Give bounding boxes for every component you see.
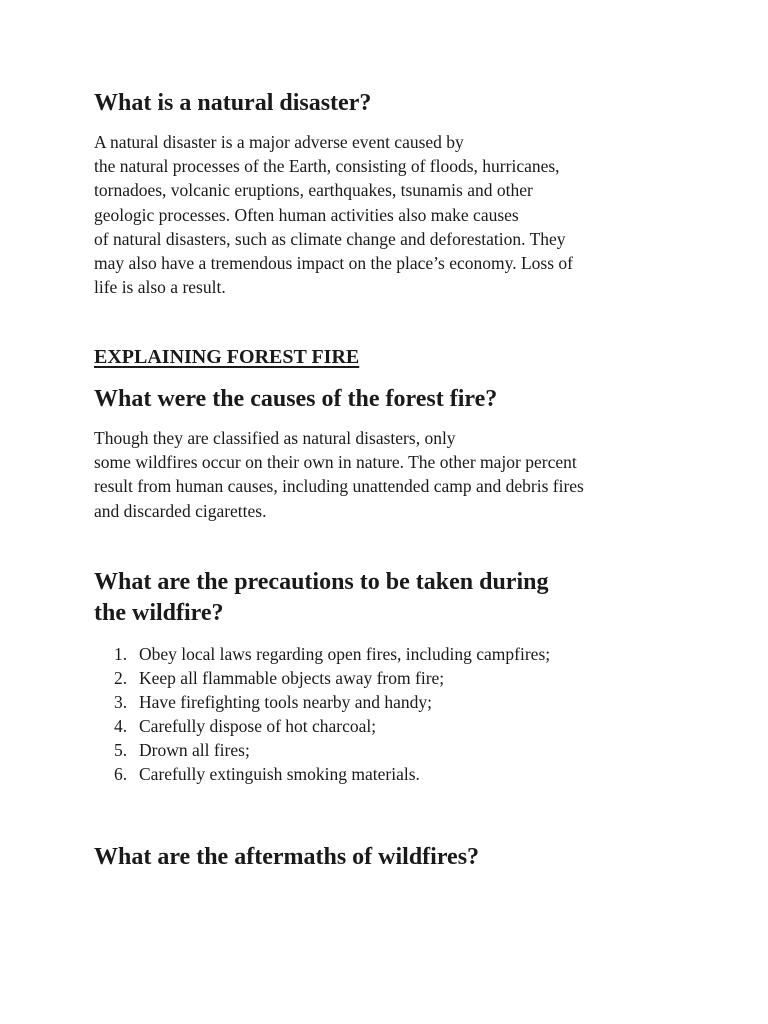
list-number: 3. xyxy=(114,692,128,712)
text-line: tornadoes, volcanic eruptions, earthquakes, tsunamis and other xyxy=(94,180,533,201)
text-line: may also have a tremendous impact on the place’s economy. Loss of xyxy=(94,253,574,274)
heading-causes-forest-fire: What were the causes of the forest fire? xyxy=(94,386,498,412)
list-number: 4. xyxy=(114,716,128,736)
list-number: 1. xyxy=(114,644,128,664)
list-number: 5. xyxy=(114,740,128,760)
text-line: result from human causes, including unattended camp and debris fires xyxy=(94,476,584,497)
list-item xyxy=(94,714,550,738)
heading-precautions xyxy=(94,567,694,629)
list-number: 6. xyxy=(114,764,128,784)
list-text: Carefully dispose of hot charcoal; xyxy=(139,716,377,736)
heading-line: the wildfire? xyxy=(94,600,224,626)
list-text: Have firefighting tools nearby and handy; xyxy=(139,692,433,712)
text-line: some wildfires occur on their own in nature. The other major percent xyxy=(94,452,577,473)
text-line: A natural disaster is a major adverse event caused by xyxy=(94,132,464,152)
paragraph-causes xyxy=(94,426,584,523)
heading-natural-disaster: What is a natural disaster? xyxy=(94,90,372,116)
list-text: Obey local laws regarding open fires, including campfires; xyxy=(139,644,551,664)
text-line: Though they are classified as natural disasters, only xyxy=(94,428,456,448)
list-item xyxy=(94,642,550,666)
paragraph-natural-disaster xyxy=(94,130,573,299)
section-label-forest-fire: EXPLAINING FOREST FIRE xyxy=(94,346,360,368)
list-text: Carefully extinguish smoking materials. xyxy=(139,764,420,784)
text-line: geologic processes. Often human activities also make causes xyxy=(94,204,519,225)
text-line: life is also a result. xyxy=(94,277,226,298)
list-item xyxy=(94,762,550,786)
text-line: the natural processes of the Earth, consisting of floods, hurricanes, xyxy=(94,156,560,177)
text-line: and discarded cigarettes. xyxy=(94,500,267,521)
precautions-list xyxy=(94,642,550,786)
list-item xyxy=(94,690,550,714)
list-text: Drown all fires; xyxy=(139,740,250,760)
heading-line: What are the precautions to be taken during xyxy=(94,569,549,595)
list-number: 2. xyxy=(114,668,128,688)
list-text: Keep all flammable objects away from fire; xyxy=(139,668,445,688)
list-item xyxy=(94,738,550,762)
list-item xyxy=(94,666,550,690)
text-line: of natural disasters, such as climate change and deforestation. They xyxy=(94,228,566,249)
heading-aftermaths: What are the aftermaths of wildfires? xyxy=(94,844,480,870)
